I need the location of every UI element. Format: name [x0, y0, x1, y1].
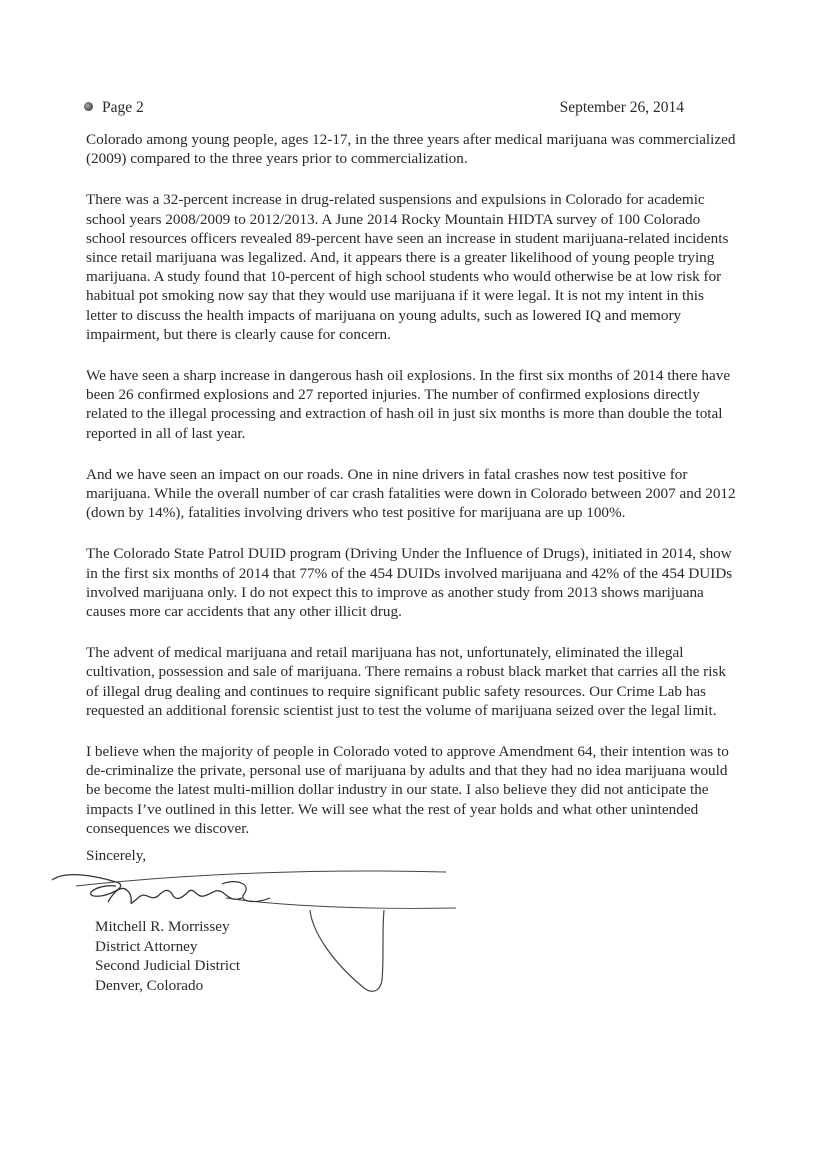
paragraph: Colorado among young people, ages 12-17, in the three years after medical marijuana was commercialized (2009) compared to the three years prior to commercialization. — [86, 131, 736, 168]
paragraph: The advent of medical marijuana and retail marijuana has not, unfortunately, eliminated the illegal cultivation, possession and sale of marijuana. There remains a robust black market that carries all the risk of illegal drug dealing and continues to require significant public safety resources. Our Crime Lab has requested an additional forensic scientist just to test the volume of marijuana seized over the legal limit. — [86, 644, 726, 719]
page-header — [84, 97, 684, 119]
signer-location: Denver, Colorado — [95, 976, 204, 994]
paragraph: The Colorado State Patrol DUID program (Driving Under the Influence of Drugs), initiated in 2014, show in the first six months of 2014 that 77% of the 454 DUIDs involved marijuana and 42% of the 454 DUIDs involved marijuana only. I do not expect this to improve as another study from 2013 shows marijuana causes more car accidents that any other illicit drug. — [86, 545, 733, 621]
paragraph: And we have seen an impact on our roads. One in nine drivers in fatal crashes now test positive for marijuana. While the overall number of car crash fatalities were down in Colorado between 2007 and 2012 (down by 14%), fatalities involving drivers who test positive for marijuana are up 100%. — [86, 465, 736, 522]
bullet-icon — [84, 102, 93, 111]
closing-salutation: Sincerely, — [86, 847, 147, 864]
signer-name: Mitchell R. Morrissey — [95, 918, 230, 935]
page-number — [84, 97, 144, 119]
letter-body — [86, 130, 736, 860]
signer-title: District Attorney — [95, 937, 198, 955]
paragraph: There was a 32-percent increase in drug-related suspensions and expulsions in Colorado for academic school years 2008/2009 to 2012/2013. A June 2014 Rocky Mountain HIDTA survey of 100 Colorado school resources officers revealed 89-percent have seen an increase in student marijuana-related incidents since retail marijuana was legalized. And, it appears there is a greater likelihood of young people trying marijuana. A study found that 10-percent of high school students who would otherwise be at low risk for habitual pot smoking now say that they would use marijuana if it were legal. It is not my intent in this letter to discuss the health impacts of marijuana on young adults, such as lowered IQ and memory impairment, but there is clearly cause for concern. — [86, 191, 729, 343]
paragraph: I believe when the majority of people in Colorado voted to approve Amendment 64, their intention was to de-criminalize the private, personal use of marijuana by adults and that they had no idea marijuana would be become the latest multi-million dollar industry in our state. I also believe they did not anticipate the impacts I’ve outlined in this letter. We will see what the rest of year holds and what other unintended consequences we discover. — [86, 743, 729, 837]
signer-district: Second Judicial District — [95, 957, 241, 974]
signature-flourish — [300, 900, 400, 1000]
letter-date: September 26, 2014 — [559, 99, 684, 116]
signature-block — [95, 917, 240, 995]
paragraph: We have seen a sharp increase in dangerous hash oil explosions. In the first six months of 2014 there have been 26 confirmed explosions and 27 reported injuries. The number of confirmed explosions directly related to the illegal processing and extraction of hash oil in just six months is more than double the total reported in all of last year. — [86, 367, 731, 442]
page-number-text: Page 2 — [102, 99, 144, 116]
